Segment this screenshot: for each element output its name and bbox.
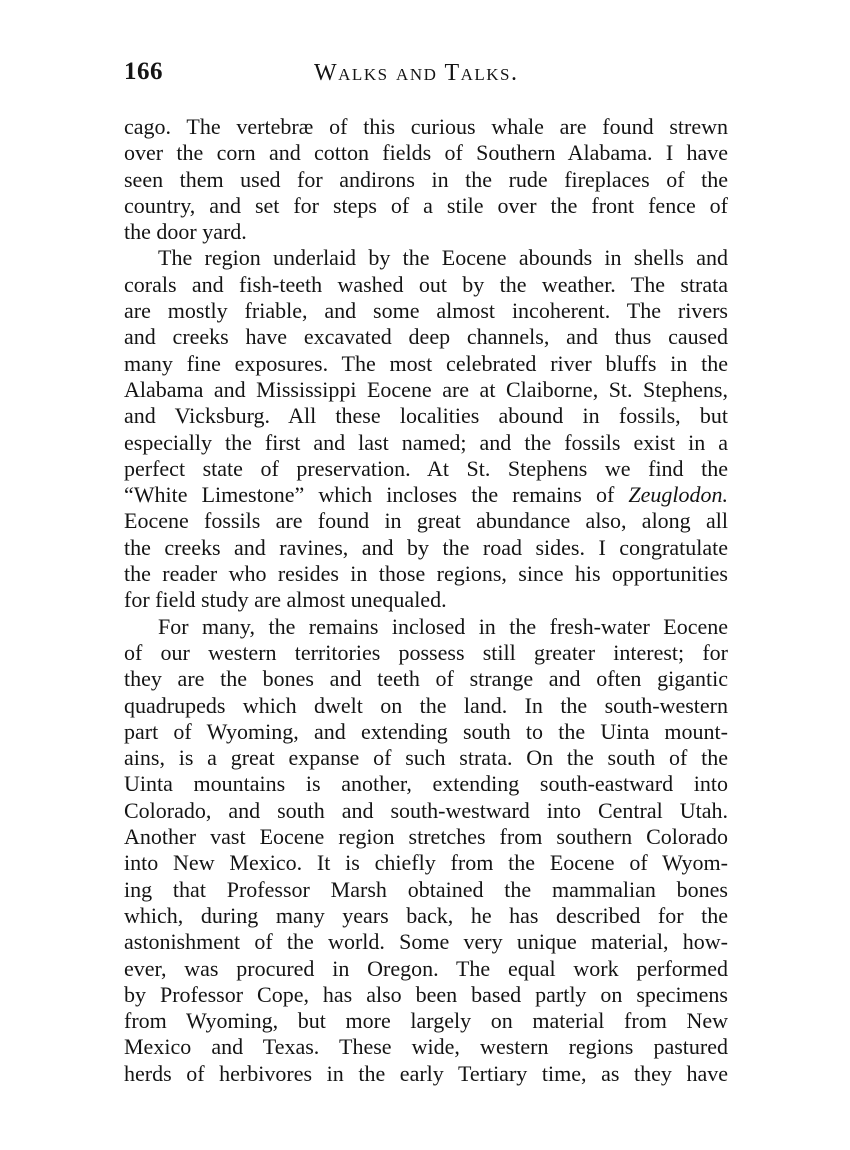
text-line: and creeks have excavated deep channels, and thus caused [124,324,728,350]
running-head: Walks and Talks. [314,60,519,86]
text-line: the creeks and ravines, and by the road sides. I congratulate [124,534,728,560]
text-line: part of Wyoming, and extending south to the Uinta mount- [124,718,728,744]
text-line: quadrupeds which dwelt on the land. In the south-western [124,692,728,718]
text-line: of our western territories possess still greater interest; for [124,639,728,665]
text-line: which, during many years back, he has described for the [124,902,728,928]
page-header [124,58,728,92]
text-line: Mexico and Texas. These wide, western regions pastured [124,1034,728,1060]
text-line: Another vast Eocene region stretches from southern Colorado [124,824,728,850]
text-line: seen them used for andirons in the rude fireplaces of the [124,166,728,192]
italic-term-zeuglodon: Zeuglodon. [628,482,728,508]
text-line: Eocene fossils are found in great abundance also, along all [124,508,728,534]
text-line: the door yard. [124,219,247,245]
text-line: into New Mexico. It is chiefly from the Eocene of Wyom- [124,850,728,876]
text-line: are mostly friable, and some almost incoherent. The rivers [124,298,728,324]
text-line-with-italic [124,482,728,508]
text-line-segment: “White Limestone” which incloses the remains of [124,482,615,508]
text-line: corals and fish-teeth washed out by the weather. The strata [124,271,728,297]
text-line: Colorado, and south and south-westward into Central Utah. [124,797,728,823]
page-number: 166 [124,58,163,85]
text-line: they are the bones and teeth of strange and often gigantic [124,666,728,692]
text-line: ains, is a great expanse of such strata. On the south of the [124,745,728,771]
text-line: For many, the remains inclosed in the fresh-water Eocene [158,613,728,639]
text-line: ing that Professor Marsh obtained the mammalian bones [124,876,728,902]
text-line: The region underlaid by the Eocene abounds in shells and [158,245,728,271]
text-line: many fine exposures. The most celebrated river bluffs in the [124,350,728,376]
text-line: from Wyoming, but more largely on material from New [124,1008,728,1034]
text-line: and Vicksburg. All these localities abound in fossils, but [124,403,728,429]
text-line: country, and set for steps of a stile over the front fence of [124,192,728,218]
text-line: the reader who resides in those regions, since his opportunities [124,561,728,587]
text-line: for field study are almost unequaled. [124,587,447,613]
text-line: astonishment of the world. Some very unique material, how- [124,929,728,955]
text-line: ever, was procured in Oregon. The equal work performed [124,955,728,981]
text-line: perfect state of preservation. At St. Stephens we find the [124,455,728,481]
text-line: especially the first and last named; and the fossils exist in a [124,429,728,455]
text-line: over the corn and cotton fields of Southern Alabama. I have [124,140,728,166]
text-line: cago. The vertebræ of this curious whale are found strewn [124,114,728,139]
body-text [124,114,728,1087]
text-line: by Professor Cope, has also been based partly on specimens [124,981,728,1007]
text-line: Uinta mountains is another, extending south-eastward into [124,771,728,797]
text-line: Alabama and Mississippi Eocene are at Claiborne, St. Stephens, [124,376,728,402]
text-line: herds of herbivores in the early Tertiary time, as they have [124,1060,728,1086]
